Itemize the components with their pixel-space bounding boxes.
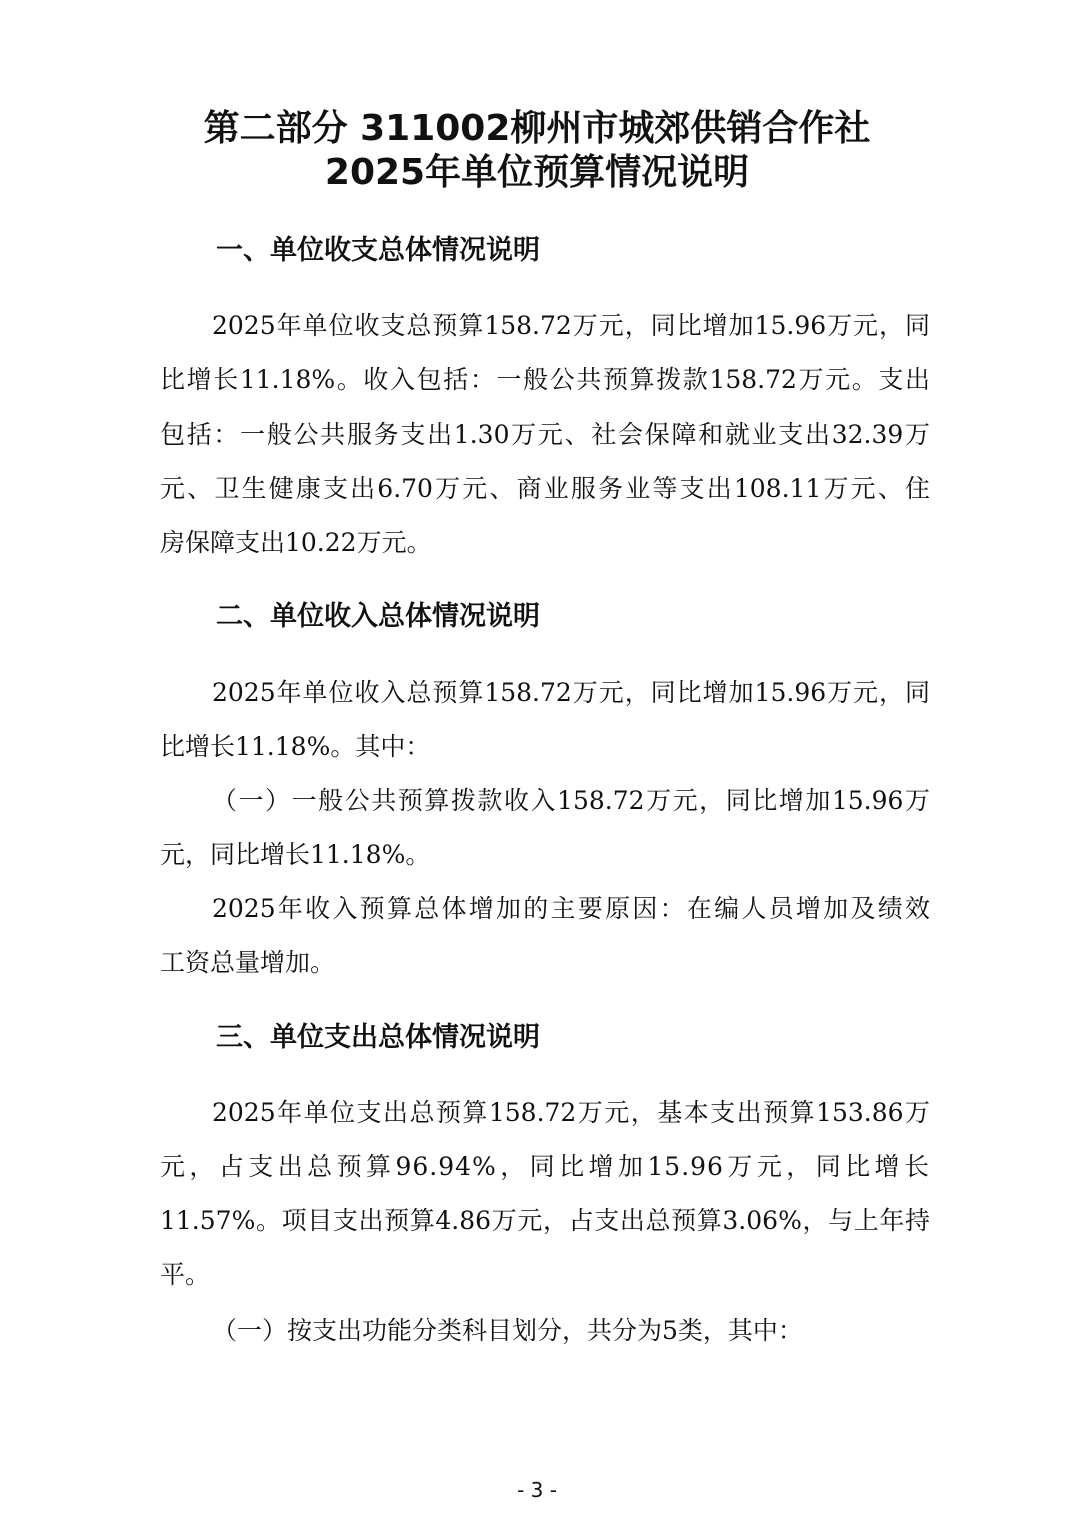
paragraph-line: 2025年收入预算总体增加的主要原因：在编人员增加及绩效 (212, 894, 930, 923)
paragraph-line: 元，同比增长11.18%。 (160, 840, 431, 869)
section-heading-2: 二、单位收入总体情况说明 (216, 601, 540, 632)
document-title-line-2: 2025年单位预算情况说明 (324, 152, 750, 193)
paragraph-line: 房保障支出10.22万元。 (160, 528, 432, 557)
paragraph-line: 比增长11.18%。其中： (160, 732, 431, 761)
paragraph-line: 2025年单位支出总预算158.72万元，基本支出预算153.86万 (212, 1098, 930, 1127)
paragraph-line: 元、卫生健康支出6.70万元、商业服务业等支出108.11万元、住 (160, 474, 930, 503)
paragraph-line: 2025年单位收入总预算158.72万元，同比增加15.96万元，同 (212, 678, 930, 707)
section-heading-1: 一、单位收支总体情况说明 (216, 235, 540, 266)
paragraph-line: 平。 (160, 1260, 211, 1289)
paragraph-line: 11.57%。项目支出预算4.86万元，占支出总预算3.06%，与上年持 (160, 1206, 930, 1235)
section-heading-3: 三、单位支出总体情况说明 (216, 1022, 540, 1053)
paragraph-line: （一）按支出功能分类科目划分，共分为5类，其中： (212, 1316, 803, 1345)
document-title-line-1: 第二部分 311002柳州市城郊供销合作社 (203, 108, 871, 149)
paragraph-line: 比增长11.18%。收入包括：一般公共预算拨款158.72万元。支出 (160, 365, 930, 394)
page-number: - 3 - (517, 1478, 557, 1502)
paragraph-line: 工资总量增加。 (160, 948, 336, 977)
paragraph-line: 包括：一般公共服务支出1.30万元、社会保障和就业支出32.39万 (160, 420, 930, 449)
paragraph-line: （一）一般公共预算拨款收入158.72万元，同比增加15.96万 (212, 786, 930, 815)
paragraph-line: 元，占支出总预算96.94%，同比增加15.96万元，同比增长 (160, 1152, 930, 1181)
paragraph-line: 2025年单位收支总预算158.72万元，同比增加15.96万元，同 (212, 311, 930, 340)
